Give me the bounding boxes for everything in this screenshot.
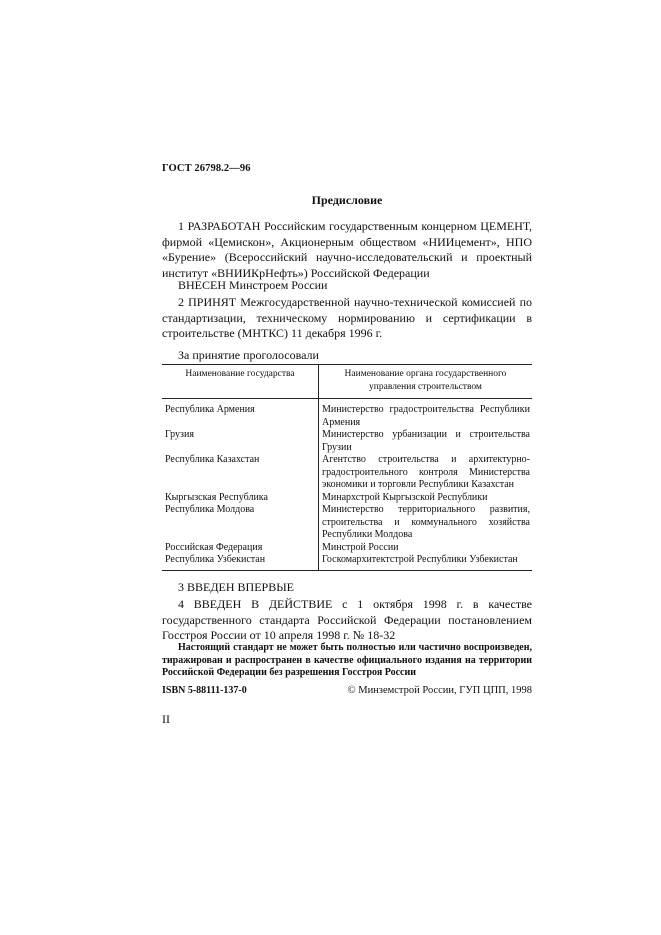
column-header-state: Наименование государства — [162, 365, 319, 399]
governing-body: Министерство урбанизации и строительства Грузии — [322, 429, 530, 453]
state-name: Республика Казахстан — [162, 454, 319, 492]
foreword-title: Предисловие — [311, 193, 383, 207]
state-name: Республика Узбекистан — [162, 554, 319, 570]
table-header-row — [162, 365, 532, 399]
table-row — [162, 554, 532, 570]
paragraph-voted — [162, 348, 532, 364]
governing-body: Министерство территориального развития, строительства и коммунального хозяйства Республики Молдова — [322, 504, 530, 540]
governing-body: Минархстрой Кыргызской Республики — [322, 491, 488, 503]
paragraph-introduced-by-text: ВНЕСЕН Минстроем России — [178, 278, 328, 292]
copyright-notice — [162, 642, 532, 680]
governing-body: Министерство градостроительства Республики Армения — [322, 404, 530, 428]
table-row — [162, 542, 532, 555]
table-row — [162, 454, 532, 492]
voting-states-table — [162, 364, 532, 571]
governing-body: Госкомархитектстрой Республики Узбекистан — [319, 554, 533, 570]
governing-body: Минстрой России — [322, 541, 399, 553]
table-row — [162, 504, 532, 542]
copyright-line: © Минземстрой России, ГУП ЦПП, 1998 — [347, 685, 532, 696]
state-name: Республика Армения — [162, 399, 319, 430]
paragraph-first-introduced — [162, 580, 532, 596]
standard-code: ГОСТ 26798.2—96 — [162, 163, 251, 174]
paragraph-introduced-by — [162, 278, 532, 294]
table-row — [162, 492, 532, 505]
governing-body: Агентство строительства и архитектурно-градостроительного контроля Министерства экономики и торговли Республики Казахстан — [322, 454, 530, 490]
paragraph-developed-text: 1 РАЗРАБОТАН Российским государственным концерном ЦЕМЕНТ, фирмой «Цемискон», Акционерным обществом «НИИцемент», НПО «Бурение» (Всероссийский научно-исследовательский и проектный институт «ВНИИКрНефть») Российской Федерации — [162, 219, 532, 280]
paragraph-adopted — [162, 295, 532, 342]
state-name: Российская Федерация — [162, 542, 319, 555]
state-name: Грузия — [162, 429, 319, 454]
paragraph-effective-text: 4 ВВЕДЕН В ДЕЙСТВИЕ с 1 октября 1998 г. в качестве государственного стандарта Российской Федерации постановлением Госстроя России от 10 апреля 1998 г. № 18-32 — [162, 597, 532, 642]
paragraph-effective — [162, 597, 532, 644]
table-row — [162, 399, 532, 430]
paragraph-adopted-text: 2 ПРИНЯТ Межгосударственной научно-технической комиссией по стандартизации, техническому нормированию и сертификации в строительстве (МНТКС) 11 декабря 1996 г. — [162, 295, 532, 340]
page-number: II — [162, 712, 170, 726]
paragraph-first-introduced-text: 3 ВВЕДЕН ВПЕРВЫЕ — [178, 580, 294, 594]
column-header-body: Наименование органа государственного управления строительством — [319, 365, 533, 399]
table-row — [162, 429, 532, 454]
isbn: ISBN 5-88111-137-0 — [162, 685, 247, 696]
state-name: Республика Молдова — [162, 504, 319, 542]
paragraph-developed — [162, 219, 532, 281]
state-name: Кыргызская Республика — [162, 492, 319, 505]
copyright-notice-text: Настоящий стандарт не может быть полностью или частично воспроизведен, тиражирован и распространен в качестве официального издания на территории Российской Федерации без разрешения Госстроя России — [162, 642, 532, 678]
paragraph-voted-text: За принятие проголосовали — [178, 348, 319, 362]
